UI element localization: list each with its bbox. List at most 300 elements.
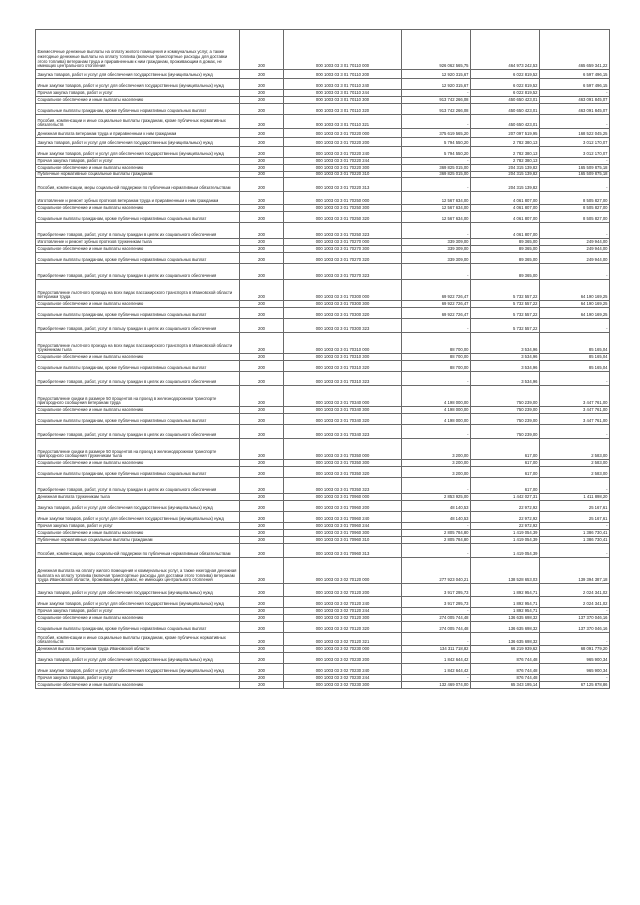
row-kbk-cell: 000 1003 03 3 01 70250 320 bbox=[284, 212, 402, 223]
table-row bbox=[36, 646, 610, 653]
row-name-cell: Пособия, компенсации, меры социальной поддержки по публичным нормативным обязательствам bbox=[36, 178, 240, 192]
row-code-cell: 200 bbox=[240, 212, 284, 223]
row-kbk-cell: 000 1003 03 3 01 70220 000 bbox=[284, 129, 402, 138]
table-row bbox=[36, 361, 610, 372]
row-approved-cell: 274 005 744,48 bbox=[402, 615, 471, 622]
row-approved-cell: 3 200,00 bbox=[402, 460, 471, 467]
row-unexecuted-cell: 965 900,34 bbox=[540, 664, 610, 675]
row-code-cell: 200 bbox=[240, 104, 284, 115]
row-code-cell: 200 bbox=[240, 333, 284, 354]
row-kbk-cell: 000 1003 03 3 01 70960 000 bbox=[284, 494, 402, 501]
table-row bbox=[36, 319, 610, 333]
row-name-cell: Изготовление и ремонт зубных протезов ветеранам труда и приравненным к ним гражданам bbox=[36, 192, 240, 205]
row-unexecuted-cell: 68 091 779,20 bbox=[540, 646, 610, 653]
row-approved-cell: - bbox=[402, 178, 471, 192]
row-kbk-cell: 000 1003 03 3 01 70350 320 bbox=[284, 467, 402, 478]
row-code-cell: 200 bbox=[240, 205, 284, 212]
table-row bbox=[36, 530, 610, 537]
row-code-cell: 200 bbox=[240, 97, 284, 104]
row-kbk-cell: 000 1003 03 3 01 70960 313 bbox=[284, 544, 402, 558]
row-unexecuted-cell: - bbox=[540, 115, 610, 129]
row-kbk-cell: 000 1003 03 3 01 70220 300 bbox=[284, 165, 402, 172]
row-executed-cell: 617,00 bbox=[471, 478, 540, 494]
row-approved-cell: 2 853 925,00 bbox=[402, 494, 471, 501]
row-unexecuted-cell: 8 505 827,00 bbox=[540, 205, 610, 212]
report-body bbox=[36, 30, 610, 689]
row-name-cell: Прочая закупка товаров, работ и услуг bbox=[36, 90, 240, 97]
row-code-cell: 200 bbox=[240, 512, 284, 523]
row-code-cell: 200 bbox=[240, 530, 284, 537]
row-executed-cell: 22 972,92 bbox=[471, 523, 540, 530]
row-approved-cell: 12 920 315,67 bbox=[402, 79, 471, 90]
table-row bbox=[36, 558, 610, 584]
row-kbk-cell: 000 1003 03 3 01 70960 200 bbox=[284, 501, 402, 512]
table-row bbox=[36, 147, 610, 158]
row-code-cell: 200 bbox=[240, 129, 284, 138]
row-name-cell: Социальное обеспечение и иные выплаты населению bbox=[36, 165, 240, 172]
row-kbk-cell: 000 1003 03 3 02 70120 300 bbox=[284, 615, 402, 622]
row-kbk-cell: 000 1003 03 3 01 70300 320 bbox=[284, 308, 402, 319]
table-row bbox=[36, 129, 610, 138]
row-executed-cell: 3 534,96 bbox=[471, 354, 540, 361]
row-name-cell: Предоставление льготного проезда на всех видах пассажирского транспорта в Ивановской области ветеранам труда bbox=[36, 280, 240, 301]
row-kbk-cell: 000 1003 03 3 01 70270 300 bbox=[284, 246, 402, 253]
row-executed-cell: 89 365,00 bbox=[471, 239, 540, 246]
table-row bbox=[36, 79, 610, 90]
row-approved-cell: 926 062 565,75 bbox=[402, 30, 471, 70]
row-kbk-cell: 000 1003 03 3 02 70230 244 bbox=[284, 675, 402, 682]
row-kbk-cell: 000 1003 03 3 01 70220 313 bbox=[284, 178, 402, 192]
row-code-cell: 200 bbox=[240, 280, 284, 301]
row-executed-cell: 1 892 954,71 bbox=[471, 584, 540, 597]
row-unexecuted-cell: 2 583,00 bbox=[540, 467, 610, 478]
row-kbk-cell: 000 1003 03 3 01 70310 300 bbox=[284, 354, 402, 361]
row-code-cell: 200 bbox=[240, 633, 284, 646]
row-kbk-cell: 000 1003 03 3 01 70110 240 bbox=[284, 79, 402, 90]
row-kbk-cell: 000 1003 03 3 01 70340 323 bbox=[284, 425, 402, 439]
row-executed-cell: 6 022 819,52 bbox=[471, 79, 540, 90]
row-approved-cell: - bbox=[402, 319, 471, 333]
row-executed-cell: 450 650 423,01 bbox=[471, 97, 540, 104]
row-name-cell: Социальное обеспечение и иные выплаты населению bbox=[36, 615, 240, 622]
row-approved-cell: 913 742 266,08 bbox=[402, 104, 471, 115]
table-row bbox=[36, 425, 610, 439]
row-executed-cell: 1 419 054,39 bbox=[471, 544, 540, 558]
row-kbk-cell: 000 1003 03 3 02 70230 200 bbox=[284, 653, 402, 664]
row-approved-cell: - bbox=[402, 115, 471, 129]
table-row bbox=[36, 212, 610, 223]
row-executed-cell: 4 061 807,00 bbox=[471, 223, 540, 239]
row-approved-cell: 12 567 634,00 bbox=[402, 212, 471, 223]
row-unexecuted-cell: 64 190 169,25 bbox=[540, 301, 610, 308]
row-kbk-cell: 000 1003 03 3 01 70340 320 bbox=[284, 414, 402, 425]
row-executed-cell: 3 534,96 bbox=[471, 361, 540, 372]
row-kbk-cell: 000 1003 03 3 02 70120 321 bbox=[284, 633, 402, 646]
row-unexecuted-cell: 3 012 170,07 bbox=[540, 147, 610, 158]
table-row bbox=[36, 544, 610, 558]
row-executed-cell: 1 419 054,39 bbox=[471, 530, 540, 537]
row-executed-cell: 2 782 380,13 bbox=[471, 138, 540, 147]
row-kbk-cell: 000 1003 03 3 01 70340 000 bbox=[284, 386, 402, 407]
table-row bbox=[36, 622, 610, 633]
row-code-cell: 200 bbox=[240, 608, 284, 615]
row-approved-cell: 3 200,00 bbox=[402, 467, 471, 478]
row-code-cell: 200 bbox=[240, 414, 284, 425]
row-approved-cell: 2 805 784,80 bbox=[402, 530, 471, 537]
row-approved-cell: 4 198 000,00 bbox=[402, 407, 471, 414]
row-approved-cell: 3 200,00 bbox=[402, 439, 471, 460]
row-name-cell: Приобретение товаров, работ, услуг в пользу граждан в целях их социального обеспечения bbox=[36, 319, 240, 333]
row-name-cell: Социальное обеспечение и иные выплаты населению bbox=[36, 205, 240, 212]
row-executed-cell: 5 732 557,22 bbox=[471, 308, 540, 319]
row-unexecuted-cell: - bbox=[540, 425, 610, 439]
row-approved-cell: 339 309,00 bbox=[402, 239, 471, 246]
row-executed-cell: 89 365,00 bbox=[471, 264, 540, 280]
row-name-cell: Социальное обеспечение и иные выплаты населению bbox=[36, 460, 240, 467]
row-unexecuted-cell: 6 597 496,15 bbox=[540, 79, 610, 90]
row-approved-cell: 3 917 295,73 bbox=[402, 597, 471, 608]
row-name-cell: Приобретение товаров, работ, услуг в пользу граждан в целях их социального обеспечения bbox=[36, 372, 240, 386]
row-executed-cell: 6 022 819,52 bbox=[471, 70, 540, 79]
row-code-cell: 200 bbox=[240, 584, 284, 597]
row-unexecuted-cell: - bbox=[540, 608, 610, 615]
budget-report-table bbox=[35, 29, 610, 689]
row-unexecuted-cell: 1 411 898,20 bbox=[540, 494, 610, 501]
row-executed-cell: 450 650 423,01 bbox=[471, 115, 540, 129]
row-name-cell: Предоставление льготного проезда на всех видах пассажирского транспорта в Ивановской области труженикам тыла bbox=[36, 333, 240, 354]
row-code-cell: 200 bbox=[240, 501, 284, 512]
row-approved-cell: 12 567 634,00 bbox=[402, 205, 471, 212]
row-approved-cell: 5 794 550,20 bbox=[402, 138, 471, 147]
row-approved-cell: 48 140,53 bbox=[402, 501, 471, 512]
row-name-cell: Иные закупки товаров, работ и услуг для обеспечения государственных (муниципальных) нужд bbox=[36, 597, 240, 608]
row-approved-cell: 88 700,00 bbox=[402, 333, 471, 354]
row-approved-cell: - bbox=[402, 633, 471, 646]
row-approved-cell: 369 825 015,00 bbox=[402, 172, 471, 178]
row-unexecuted-cell: 3 447 761,00 bbox=[540, 407, 610, 414]
row-executed-cell: 876 744,48 bbox=[471, 675, 540, 682]
row-code-cell: 200 bbox=[240, 192, 284, 205]
row-code-cell: 200 bbox=[240, 439, 284, 460]
row-name-cell: Прочая закупка товаров, работ и услуг bbox=[36, 523, 240, 530]
row-unexecuted-cell: 2 024 341,02 bbox=[540, 584, 610, 597]
row-kbk-cell: 000 1003 03 3 02 70120 320 bbox=[284, 622, 402, 633]
row-approved-cell: 339 309,00 bbox=[402, 253, 471, 264]
row-unexecuted-cell: - bbox=[540, 372, 610, 386]
row-executed-cell: 136 635 698,32 bbox=[471, 615, 540, 622]
row-approved-cell: 5 794 550,20 bbox=[402, 147, 471, 158]
row-kbk-cell: 000 1003 03 3 01 70960 300 bbox=[284, 530, 402, 537]
row-kbk-cell: 000 1003 03 3 02 70230 300 bbox=[284, 682, 402, 689]
row-approved-cell: 48 140,53 bbox=[402, 512, 471, 523]
table-row bbox=[36, 246, 610, 253]
row-unexecuted-cell: 64 190 169,25 bbox=[540, 280, 610, 301]
row-code-cell: 200 bbox=[240, 460, 284, 467]
row-approved-cell: - bbox=[402, 264, 471, 280]
row-unexecuted-cell: 463 091 845,07 bbox=[540, 104, 610, 115]
row-unexecuted-cell: 2 024 341,02 bbox=[540, 597, 610, 608]
table-row bbox=[36, 682, 610, 689]
table-row bbox=[36, 253, 610, 264]
row-approved-cell: 12 920 315,67 bbox=[402, 70, 471, 79]
row-name-cell: Социальные выплаты гражданам, кроме публичных нормативных социальных выплат bbox=[36, 104, 240, 115]
row-approved-cell: - bbox=[402, 608, 471, 615]
row-unexecuted-cell: 249 944,00 bbox=[540, 239, 610, 246]
row-approved-cell: - bbox=[402, 90, 471, 97]
row-name-cell: Закупка товаров, работ и услуг для обеспечения государственных (муниципальных) нужд bbox=[36, 584, 240, 597]
row-kbk-cell: 000 1003 03 3 01 70250 300 bbox=[284, 205, 402, 212]
row-unexecuted-cell: 3 447 761,00 bbox=[540, 414, 610, 425]
table-row bbox=[36, 172, 610, 178]
row-name-cell: Приобретение товаров, работ, услуг в пользу граждан в целях их социального обеспечения bbox=[36, 478, 240, 494]
table-row bbox=[36, 512, 610, 523]
row-name-cell: Публичные нормативные социальные выплаты гражданам bbox=[36, 172, 240, 178]
table-row bbox=[36, 523, 610, 530]
table-row bbox=[36, 584, 610, 597]
row-name-cell: Пособия, компенсации и иные социальные выплаты гражданам, кроме публичных нормативных обязательств bbox=[36, 115, 240, 129]
row-code-cell: 200 bbox=[240, 70, 284, 79]
table-row bbox=[36, 501, 610, 512]
row-approved-cell: 1 842 644,42 bbox=[402, 664, 471, 675]
row-code-cell: 200 bbox=[240, 319, 284, 333]
row-approved-cell: 339 309,00 bbox=[402, 246, 471, 253]
row-executed-cell: 204 315 139,82 bbox=[471, 172, 540, 178]
row-unexecuted-cell: 139 394 387,18 bbox=[540, 558, 610, 584]
table-row bbox=[36, 460, 610, 467]
table-row bbox=[36, 192, 610, 205]
row-name-cell: Приобретение товаров, работ, услуг в пользу граждан в целях их социального обеспечения bbox=[36, 223, 240, 239]
row-unexecuted-cell: - bbox=[540, 264, 610, 280]
table-row bbox=[36, 597, 610, 608]
row-approved-cell: 2 805 784,80 bbox=[402, 537, 471, 544]
row-unexecuted-cell: 137 370 046,16 bbox=[540, 615, 610, 622]
row-kbk-cell: 000 1003 03 3 01 70250 000 bbox=[284, 192, 402, 205]
row-code-cell: 200 bbox=[240, 253, 284, 264]
table-row bbox=[36, 664, 610, 675]
row-name-cell: Изготовление и ремонт зубных протезов труженикам тыла bbox=[36, 239, 240, 246]
row-name-cell: Пособия, компенсации, меры социальной поддержки по публичным нормативным обязательствам bbox=[36, 544, 240, 558]
table-row bbox=[36, 280, 610, 301]
row-executed-cell: 876 744,48 bbox=[471, 653, 540, 664]
row-executed-cell: 136 635 698,32 bbox=[471, 622, 540, 633]
row-executed-cell: 1 892 954,71 bbox=[471, 597, 540, 608]
row-executed-cell: 750 239,00 bbox=[471, 414, 540, 425]
row-name-cell: Социальные выплаты гражданам, кроме публичных нормативных социальных выплат bbox=[36, 253, 240, 264]
row-name-cell: Приобретение товаров, работ, услуг в пользу граждан в целях их социального обеспечения bbox=[36, 425, 240, 439]
row-code-cell: 200 bbox=[240, 178, 284, 192]
row-kbk-cell: 000 1003 03 3 02 70120 200 bbox=[284, 584, 402, 597]
table-row bbox=[36, 70, 610, 79]
row-unexecuted-cell: 1 386 730,41 bbox=[540, 530, 610, 537]
table-row bbox=[36, 138, 610, 147]
row-code-cell: 200 bbox=[240, 264, 284, 280]
row-kbk-cell: 000 1003 03 3 01 70220 200 bbox=[284, 138, 402, 147]
row-approved-cell: 132 469 074,00 bbox=[402, 682, 471, 689]
row-kbk-cell: 000 1003 03 3 01 70270 000 bbox=[284, 239, 402, 246]
row-executed-cell: 4 061 807,00 bbox=[471, 205, 540, 212]
row-unexecuted-cell: 2 583,00 bbox=[540, 439, 610, 460]
row-unexecuted-cell: 965 900,34 bbox=[540, 653, 610, 664]
table-row bbox=[36, 301, 610, 308]
row-executed-cell: 1 419 054,39 bbox=[471, 537, 540, 544]
row-unexecuted-cell: 1 386 730,41 bbox=[540, 537, 610, 544]
table-row bbox=[36, 354, 610, 361]
row-code-cell: 200 bbox=[240, 308, 284, 319]
row-name-cell: Социальные выплаты гражданам, кроме публичных нормативных социальных выплат bbox=[36, 467, 240, 478]
row-executed-cell: 5 732 557,22 bbox=[471, 301, 540, 308]
row-code-cell: 200 bbox=[240, 544, 284, 558]
row-executed-cell: 4 061 807,00 bbox=[471, 192, 540, 205]
row-unexecuted-cell: - bbox=[540, 523, 610, 530]
row-executed-cell: 207 097 519,95 bbox=[471, 129, 540, 138]
row-name-cell: Предоставление скидки в размере 50 процентов на проезд в железнодорожном транспорте пригородного сообщения ветеранам труда bbox=[36, 386, 240, 407]
row-approved-cell: - bbox=[402, 223, 471, 239]
row-unexecuted-cell: 249 944,00 bbox=[540, 246, 610, 253]
row-name-cell: Социальное обеспечение и иные выплаты населению bbox=[36, 246, 240, 253]
row-code-cell: 200 bbox=[240, 537, 284, 544]
row-code-cell: 200 bbox=[240, 478, 284, 494]
row-approved-cell: 913 742 266,08 bbox=[402, 97, 471, 104]
row-kbk-cell: 000 1003 03 3 01 70300 323 bbox=[284, 319, 402, 333]
row-code-cell: 200 bbox=[240, 165, 284, 172]
row-kbk-cell: 000 1003 03 3 01 70310 323 bbox=[284, 372, 402, 386]
row-approved-cell: 12 567 634,00 bbox=[402, 192, 471, 205]
row-kbk-cell: 000 1003 03 3 01 70310 000 bbox=[284, 333, 402, 354]
table-row bbox=[36, 115, 610, 129]
row-name-cell: Социальное обеспечение и иные выплаты населению bbox=[36, 682, 240, 689]
row-approved-cell: 4 198 000,00 bbox=[402, 414, 471, 425]
row-name-cell: Прочая закупка товаров, работ и услуг bbox=[36, 608, 240, 615]
row-executed-cell: 204 315 139,82 bbox=[471, 165, 540, 172]
row-unexecuted-cell: 25 167,61 bbox=[540, 512, 610, 523]
row-code-cell: 200 bbox=[240, 597, 284, 608]
row-kbk-cell: 000 1003 03 3 02 70230 240 bbox=[284, 664, 402, 675]
row-name-cell: Закупка товаров, работ и услуг для обеспечения государственных (муниципальных) нужд bbox=[36, 138, 240, 147]
row-name-cell: Иные закупки товаров, работ и услуг для обеспечения государственных (муниципальных) нужд bbox=[36, 664, 240, 675]
row-kbk-cell: 000 1003 03 3 01 70220 244 bbox=[284, 158, 402, 165]
row-approved-cell: 4 198 000,00 bbox=[402, 386, 471, 407]
row-code-cell: 200 bbox=[240, 172, 284, 178]
row-executed-cell: 89 365,00 bbox=[471, 253, 540, 264]
row-code-cell: 200 bbox=[240, 467, 284, 478]
row-kbk-cell: 000 1003 03 3 02 70230 000 bbox=[284, 646, 402, 653]
table-row bbox=[36, 333, 610, 354]
row-code-cell: 200 bbox=[240, 354, 284, 361]
row-name-cell: Закупка товаров, работ и услуг для обеспечения государственных (муниципальных) нужд bbox=[36, 653, 240, 664]
row-kbk-cell: 000 1003 03 3 01 70960 244 bbox=[284, 523, 402, 530]
row-unexecuted-cell: - bbox=[540, 544, 610, 558]
row-name-cell: Приобретение товаров, работ, услуг в пользу граждан в целях их социального обеспечения bbox=[36, 264, 240, 280]
row-code-cell: 200 bbox=[240, 615, 284, 622]
table-row bbox=[36, 494, 610, 501]
row-kbk-cell: 000 1003 03 3 01 70220 240 bbox=[284, 147, 402, 158]
row-executed-cell: 617,00 bbox=[471, 467, 540, 478]
row-executed-cell: 750 239,00 bbox=[471, 386, 540, 407]
row-approved-cell: 134 311 718,82 bbox=[402, 646, 471, 653]
row-unexecuted-cell: 25 167,61 bbox=[540, 501, 610, 512]
row-code-cell: 200 bbox=[240, 239, 284, 246]
row-name-cell: Денежная выплата ветеранам труда Ивановской области bbox=[36, 646, 240, 653]
row-name-cell: Закупка товаров, работ и услуг для обеспечения государственных (муниципальных) нужд bbox=[36, 70, 240, 79]
row-kbk-cell: 000 1003 03 3 01 70270 320 bbox=[284, 253, 402, 264]
row-code-cell: 200 bbox=[240, 494, 284, 501]
row-name-cell: Социальные выплаты гражданам, кроме публичных нормативных социальных выплат bbox=[36, 622, 240, 633]
row-unexecuted-cell: 249 944,00 bbox=[540, 253, 610, 264]
row-approved-cell: - bbox=[402, 523, 471, 530]
row-kbk-cell: 000 1003 03 3 01 70340 300 bbox=[284, 407, 402, 414]
row-kbk-cell: 000 1003 03 3 01 70310 320 bbox=[284, 361, 402, 372]
table-row bbox=[36, 467, 610, 478]
row-name-cell: Социальное обеспечение и иные выплаты населению bbox=[36, 97, 240, 104]
table-row bbox=[36, 478, 610, 494]
row-approved-cell: 274 005 744,48 bbox=[402, 622, 471, 633]
row-unexecuted-cell: 2 583,00 bbox=[540, 460, 610, 467]
row-code-cell: 200 bbox=[240, 653, 284, 664]
table-row bbox=[36, 97, 610, 104]
row-kbk-cell: 000 1003 03 3 01 70250 323 bbox=[284, 223, 402, 239]
row-unexecuted-cell: 165 509 875,18 bbox=[540, 165, 610, 172]
table-row bbox=[36, 104, 610, 115]
row-code-cell: 200 bbox=[240, 30, 284, 70]
row-approved-cell: 88 700,00 bbox=[402, 361, 471, 372]
table-row bbox=[36, 239, 610, 246]
row-name-cell: Пособия, компенсации и иные социальные выплаты гражданам, кроме публичных нормативных обязательств bbox=[36, 633, 240, 646]
row-approved-cell: - bbox=[402, 675, 471, 682]
row-executed-cell: 1 442 027,31 bbox=[471, 494, 540, 501]
row-approved-cell: 375 619 565,20 bbox=[402, 129, 471, 138]
row-executed-cell: 617,00 bbox=[471, 460, 540, 467]
row-name-cell: Иные закупки товаров, работ и услуг для обеспечения государственных (муниципальных) нужд bbox=[36, 147, 240, 158]
row-kbk-cell: 000 1003 03 3 01 70110 320 bbox=[284, 104, 402, 115]
row-unexecuted-cell: 463 091 845,07 bbox=[540, 97, 610, 104]
row-executed-cell: 204 315 139,82 bbox=[471, 178, 540, 192]
row-name-cell: Социальное обеспечение и иные выплаты населению bbox=[36, 354, 240, 361]
table-row bbox=[36, 537, 610, 544]
row-executed-cell: 464 973 242,53 bbox=[471, 30, 540, 70]
row-name-cell: Закупка товаров, работ и услуг для обеспечения государственных (муниципальных) нужд bbox=[36, 501, 240, 512]
row-unexecuted-cell: 8 505 827,00 bbox=[540, 212, 610, 223]
row-kbk-cell: 000 1003 03 3 01 70300 300 bbox=[284, 301, 402, 308]
row-code-cell: 200 bbox=[240, 372, 284, 386]
row-executed-cell: 138 528 653,03 bbox=[471, 558, 540, 584]
row-executed-cell: 1 892 954,71 bbox=[471, 608, 540, 615]
row-code-cell: 200 bbox=[240, 675, 284, 682]
row-approved-cell: 69 922 726,47 bbox=[402, 280, 471, 301]
row-code-cell: 200 bbox=[240, 158, 284, 165]
row-executed-cell: 136 635 698,32 bbox=[471, 633, 540, 646]
table-row bbox=[36, 178, 610, 192]
row-approved-cell: 277 923 040,21 bbox=[402, 558, 471, 584]
row-code-cell: 200 bbox=[240, 361, 284, 372]
row-executed-cell: 65 343 195,14 bbox=[471, 682, 540, 689]
table-row bbox=[36, 158, 610, 165]
row-unexecuted-cell: - bbox=[540, 633, 610, 646]
row-kbk-cell: 000 1003 03 3 01 70350 323 bbox=[284, 478, 402, 494]
table-row bbox=[36, 653, 610, 664]
row-name-cell: Иные закупки товаров, работ и услуг для обеспечения государственных (муниципальных) нужд bbox=[36, 512, 240, 523]
row-code-cell: 200 bbox=[240, 682, 284, 689]
row-executed-cell: 5 732 557,22 bbox=[471, 280, 540, 301]
row-unexecuted-cell: 85 165,04 bbox=[540, 361, 610, 372]
table-row bbox=[36, 90, 610, 97]
table-row bbox=[36, 205, 610, 212]
table-row bbox=[36, 165, 610, 172]
row-code-cell: 200 bbox=[240, 90, 284, 97]
table-row bbox=[36, 675, 610, 682]
row-unexecuted-cell: 85 165,04 bbox=[540, 333, 610, 354]
row-executed-cell: 617,00 bbox=[471, 439, 540, 460]
row-unexecuted-cell: 165 509 875,18 bbox=[540, 172, 610, 178]
